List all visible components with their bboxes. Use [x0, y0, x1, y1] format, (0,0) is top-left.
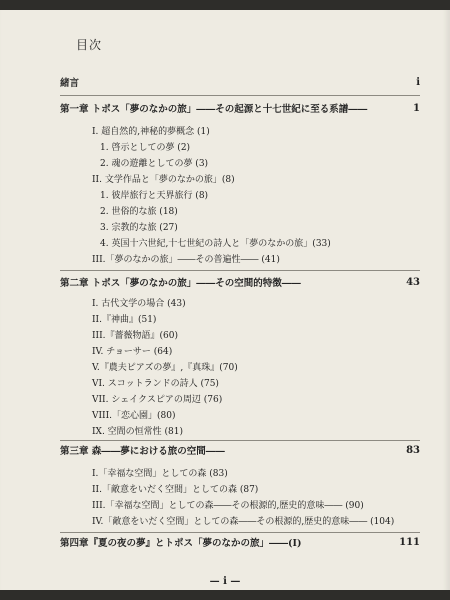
toc-entry: I. 超自然的,神秘的夢概念 (1) — [92, 127, 210, 137]
chapter-2-title: 第二章 トポス「夢のなかの旅」――その空間的特徴―― — [60, 278, 301, 289]
toc-entry: 1. 啓示としての夢 (2) — [100, 143, 191, 153]
chapter-1-title: 第一章 トポス「夢のなかの旅」――その起源と十七世紀に至る系譜―― — [60, 104, 368, 115]
divider — [60, 532, 420, 533]
page-top-edge — [0, 0, 450, 10]
chapter-4-page: 111 — [399, 537, 420, 548]
page-bottom-edge — [0, 590, 450, 600]
toc-title: 目次 — [76, 38, 103, 52]
chapter-4-title: 第四章『夏の夜の夢』とトポス「夢のなかの旅」――(I) — [60, 538, 302, 549]
toc-entry: 2. 魂の遊離としての夢 (3) — [100, 159, 209, 169]
toc-entry: II.「敵意をいだく空間」としての森 (87) — [92, 485, 259, 495]
page-number-footer: — i — — [209, 576, 241, 587]
toc-entry: 4. 英国十六世紀,十七世紀の詩人と「夢のなかの旅」(33) — [100, 239, 331, 249]
toc-entry: III.「夢のなかの旅」――その普遍性―― (41) — [92, 255, 280, 265]
toc-entry: I.「幸福な空間」としての森 (83) — [92, 469, 228, 479]
chapter-3-title: 第三章 森――夢における旅の空間―― — [60, 446, 225, 457]
toc-entry: II.『神曲』(51) — [92, 315, 157, 325]
toc-entry: 3. 宗教的な旅 (27) — [100, 223, 178, 233]
toc-entry: VI. スコットランドの詩人 (75) — [92, 379, 219, 389]
toc-entry: IX. 空間の恒常性 (81) — [92, 427, 184, 437]
toc-entry: V.『農夫ピアズの夢』,『真珠』(70) — [92, 363, 238, 373]
toc-entry: II. 文学作品と「夢のなかの旅」(8) — [92, 175, 235, 185]
divider — [60, 95, 420, 96]
toc-entry: IV. チョーサー (64) — [92, 347, 173, 357]
preface-page: i — [416, 77, 420, 88]
toc-entry: III.『薔薇物語』(60) — [92, 331, 179, 341]
preface-label: 緒言 — [60, 78, 80, 89]
toc-entry: VIII.「恋心園」(80) — [92, 411, 176, 421]
toc-entry: 2. 世俗的な旅 (18) — [100, 207, 178, 217]
toc-entry: VII. シェイクスピアの周辺 (76) — [92, 395, 223, 405]
divider — [60, 440, 420, 441]
chapter-2-page: 43 — [406, 277, 420, 288]
divider — [60, 270, 420, 271]
toc-entry: IV.「敵意をいだく空間」としての森――その根源的,歴史的意味―― (104) — [92, 517, 395, 527]
toc-entry: I. 古代文学の場合 (43) — [92, 299, 186, 309]
chapter-3-page: 83 — [406, 445, 420, 456]
chapter-1-page: 1 — [413, 103, 420, 114]
toc-entry: 1. 彼岸旅行と天界旅行 (8) — [100, 191, 209, 201]
toc-entry: III.「幸福な空間」としての森――その根源的,歴史的意味―― (90) — [92, 501, 364, 511]
